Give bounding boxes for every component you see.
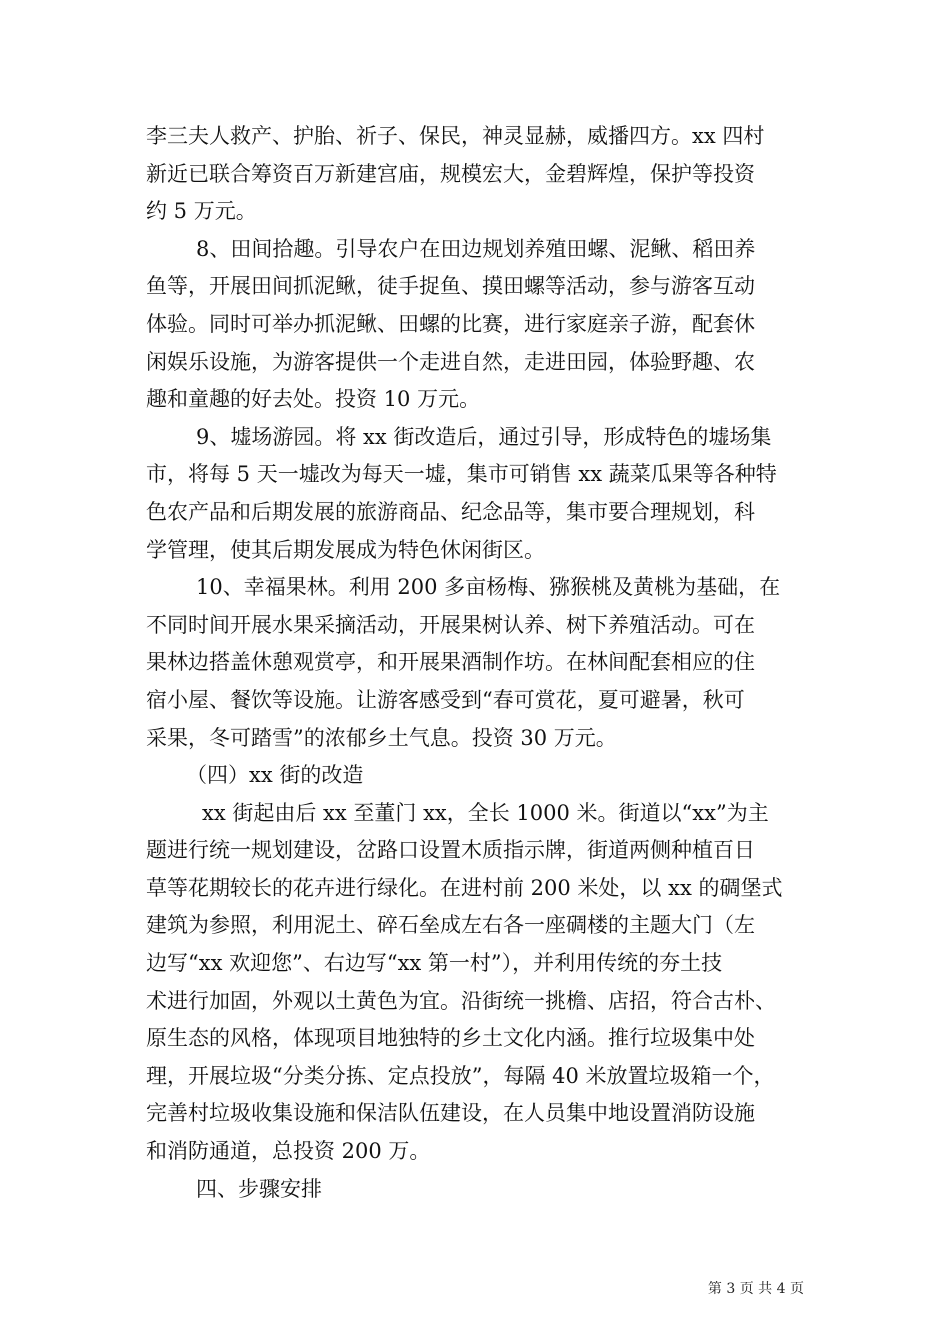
text-line: 原生态的风格，体现项目地独特的乡土文化内涵。推行垃圾集中处 bbox=[146, 1026, 755, 1051]
text-line: 术进行加固，外观以土黄色为宜。沿街统一挑檐、店招，符合古朴、 bbox=[146, 988, 776, 1013]
text-line: 闲娱乐设施，为游客提供一个走进自然，走进田园，体验野趣、农 bbox=[146, 349, 755, 374]
text-line: 边写“xx 欢迎您”、右边写“xx 第一村”），并利用传统的夯土技 bbox=[146, 951, 723, 976]
paragraph-start-line: 8、田间拾趣。引导农户在田边规划养殖田螺、泥鳅、稻田养 bbox=[196, 236, 756, 261]
text-line: 完善村垃圾收集设施和保洁队伍建设，在人员集中地设置消防设施 bbox=[146, 1101, 755, 1126]
text-line: 采果，冬可踏雪”的浓郁乡土气息。投资 30 万元。 bbox=[146, 725, 617, 750]
page-indicator: 第 3 页 共 4 页 bbox=[707, 1281, 804, 1297]
text-line: 建筑为参照，利用泥土、碎石垒成左右各一座碉楼的主题大门（左 bbox=[146, 913, 755, 938]
text-line: 色农产品和后期发展的旅游商品、纪念品等，集市要合理规划，科 bbox=[146, 499, 755, 524]
section-heading: （四）xx 街的改造 bbox=[186, 763, 364, 788]
text-line: 鱼等，开展田间抓泥鳅，徒手捉鱼、摸田螺等活动，参与游客互动 bbox=[146, 274, 755, 299]
text-line: 市，将每 5 天一墟改为每天一墟，集市可销售 xx 蔬菜瓜果等各种特 bbox=[146, 462, 777, 487]
paragraph-start-line: 10、幸福果林。利用 200 多亩杨梅、猕猴桃及黄桃为基础，在 bbox=[196, 575, 781, 600]
text-line: 李三夫人救产、护胎、祈子、保民，神灵显赫，威播四方。xx 四村 bbox=[146, 124, 765, 148]
text-line: 和消防通道，总投资 200 万。 bbox=[146, 1139, 431, 1164]
text-line: 约 5 万元。 bbox=[146, 199, 257, 224]
text-line: 体验。同时可举办抓泥鳅、田螺的比赛，进行家庭亲子游，配套休 bbox=[146, 311, 755, 336]
text-line: 新近已联合筹资百万新建宫庙，规模宏大，金碧辉煌，保护等投资 bbox=[146, 161, 755, 186]
section-heading: 四、步骤安排 bbox=[196, 1176, 322, 1201]
text-line: 理，开展垃圾“分类分拣、定点投放”，每隔 40 米放置垃圾箱一个， bbox=[146, 1063, 775, 1088]
paragraph-start-line: xx 街起由后 xx 至董门 xx，全长 1000 米。街道以“xx”为主 bbox=[202, 800, 769, 825]
text-line: 宿小屋、餐饮等设施。让游客感受到“春可赏花，夏可避暑，秋可 bbox=[146, 687, 745, 712]
text-line: 不同时间开展水果采摘活动，开展果树认养、树下养殖活动。可在 bbox=[146, 612, 755, 637]
text-line: 趣和童趣的好去处。投资 10 万元。 bbox=[146, 387, 481, 412]
text-line: 题进行统一规划建设，岔路口设置木质指示牌，街道两侧种植百日 bbox=[146, 838, 755, 863]
paragraph-start-line: 9、墟场游园。将 xx 街改造后，通过引导，形成特色的墟场集 bbox=[196, 424, 772, 449]
document-body bbox=[146, 118, 810, 1208]
text-line: 草等花期较长的花卉进行绿化。在进村前 200 米处，以 xx 的碉堡式 bbox=[146, 875, 783, 900]
text-line: 学管理，使其后期发展成为特色休闲街区。 bbox=[146, 537, 545, 562]
text-line: 果林边搭盖休憩观赏亭，和开展果酒制作坊。在林间配套相应的住 bbox=[146, 650, 755, 675]
